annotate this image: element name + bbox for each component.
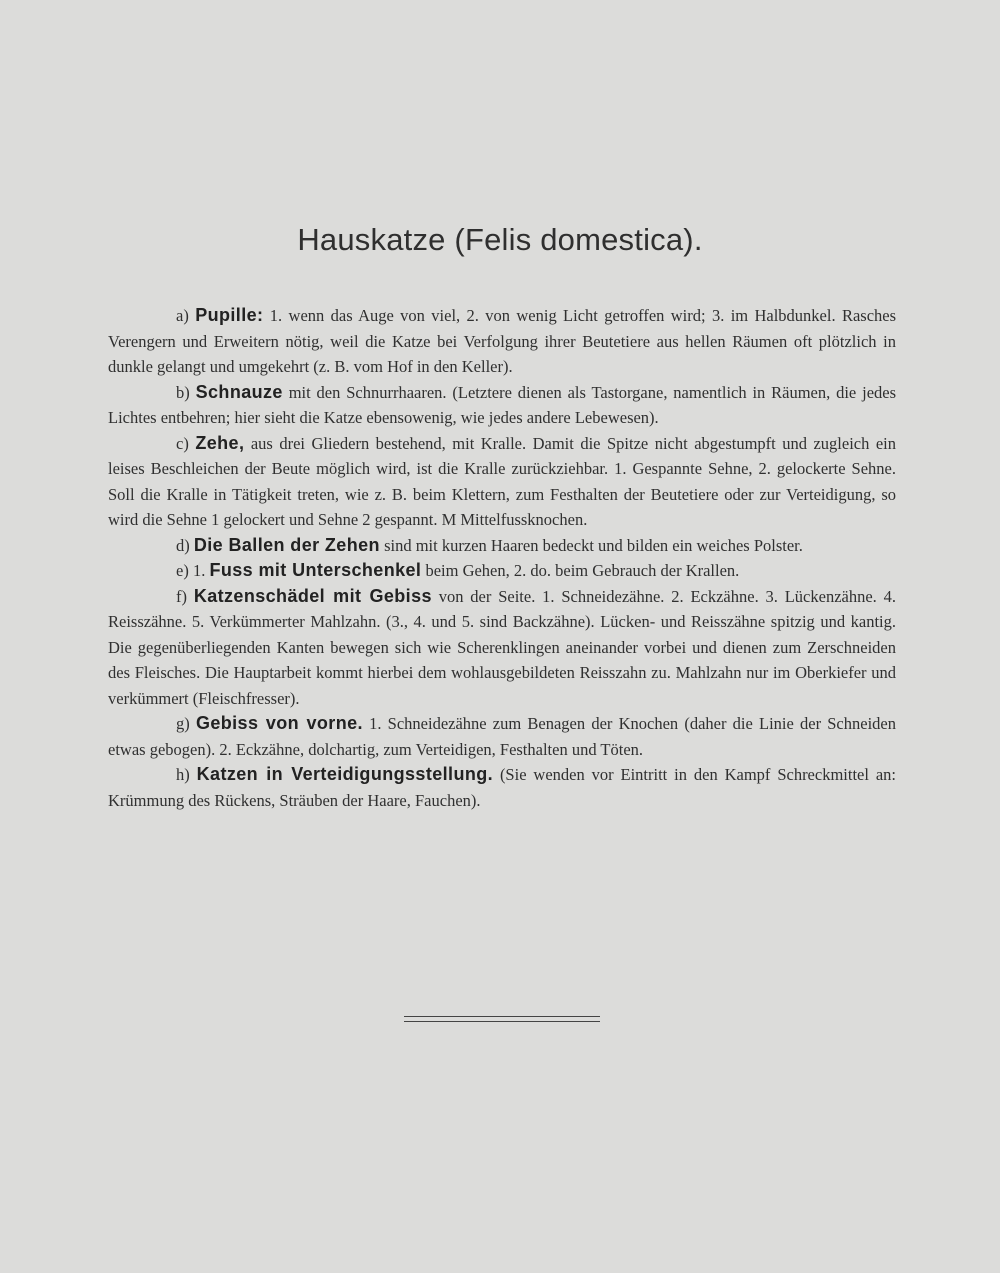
- paragraph-marker: a): [176, 306, 189, 325]
- paragraph-h: [108, 762, 896, 813]
- closing-rule: [404, 1016, 600, 1022]
- paragraph-c: [108, 431, 896, 533]
- paragraph-text: 1. wenn das Auge von viel, 2. von wenig Licht getroffen wird; 3. im Halbdunkel. Rasches Verengern und Erweitern nötig, weil die Katze bei Verfolgung ihrer Beutetiere aus hellen Räumen oft plötzlich in dunkle gelangt und umgekehrt (z. B. vom Hof in den Keller).: [108, 306, 897, 376]
- paragraph-e: [108, 558, 896, 584]
- page-title: Hauskatze (Felis domestica).: [297, 222, 703, 257]
- paragraph-heading: Schnauze: [195, 381, 283, 402]
- paragraph-heading: Katzenschädel mit Gebiss: [193, 585, 432, 606]
- paragraph-text: sind mit kurzen Haaren bedeckt und bilden ein weiches Polster.: [384, 535, 803, 555]
- paragraph-f: [108, 584, 896, 712]
- paragraph-text: beim Gehen, 2. do. beim Gebrauch der Krallen.: [425, 561, 740, 580]
- paragraph-b: [108, 380, 896, 431]
- paragraph-text: aus drei Gliedern bestehend, mit Kralle. Damit die Spitze nicht abgestumpft und zugleich ein leises Beschleichen der Beute möglich wird, ist die Kralle zurückziehbar. 1. Gespannte Sehne, 2. gelockerte Sehne. Soll die Kralle in Tätigkeit treten, wie z. B. beim Klettern, zum Festhalten der Beutetiere oder zur Verteidigung, so wird die Sehne 1 gelockert und Sehne 2 gespannt. M Mittelfussknochen.: [108, 433, 897, 529]
- paragraph-text: von der Seite. 1. Schneidezähne. 2. Eckzähne. 3. Lückenzähne. 4. Reisszähne. 5. Verkümmerter Mahlzahn. (3., 4. und 5. sind Backzähne). Lücken- und Reisszähne spitzig und kantig. Die gegenüberliegenden Kanten bewegen sich wie Scherenklingen aneinander vorbei und dienen zum Zerschneiden des Fleisches. Die Hauptarbeit kommt hierbei dem wohlausgebildeten Reisszahn zu. Mahlzahn nur im Oberkiefer und verkümmert (Fleischfresser).: [108, 586, 896, 708]
- paragraph-heading: Fuss mit Unterschenkel: [209, 560, 422, 580]
- paragraph-marker: d): [176, 535, 190, 555]
- paragraph-marker: g): [176, 714, 190, 733]
- paragraph-heading: Gebiss von vorne.: [195, 713, 363, 733]
- paragraph-heading: Pupille:: [195, 305, 264, 325]
- paragraph-text: (Sie wenden vor Eintritt in den Kampf Schreckmittel an: Krümmung des Rückens, Sträuben der Haare, Fauchen).: [108, 765, 897, 810]
- paragraph-marker: c): [176, 433, 189, 453]
- paragraph-heading: Zehe,: [195, 432, 245, 453]
- body-text: [108, 303, 896, 813]
- paragraph-heading: Katzen in Verteidigungsstellung.: [196, 764, 494, 784]
- paragraph-text: mit den Schnurrhaaren. (Letztere dienen als Tastorgane, namentlich in Räumen, die jedes Lichtes entbehren; hier sieht die Katze ebensowenig, wie jedes andere Lebewesen).: [108, 382, 897, 427]
- paragraph-d: [108, 533, 896, 559]
- paragraph-a: [108, 303, 896, 380]
- paragraph-g: [108, 711, 896, 762]
- paragraph-heading: Die Ballen der Zehen: [193, 534, 380, 555]
- paragraph-marker: h): [176, 765, 190, 784]
- paragraph-text: 1. Schneidezähne zum Benagen der Knochen (daher die Linie der Schneiden etwas gebogen). 2. Eckzähne, dolchartig, zum Verteidigen, Festhalten und Töten.: [108, 714, 896, 759]
- paragraph-marker: b): [176, 382, 190, 402]
- paragraph-marker: e) 1.: [176, 561, 206, 580]
- paragraph-marker: f): [176, 586, 187, 606]
